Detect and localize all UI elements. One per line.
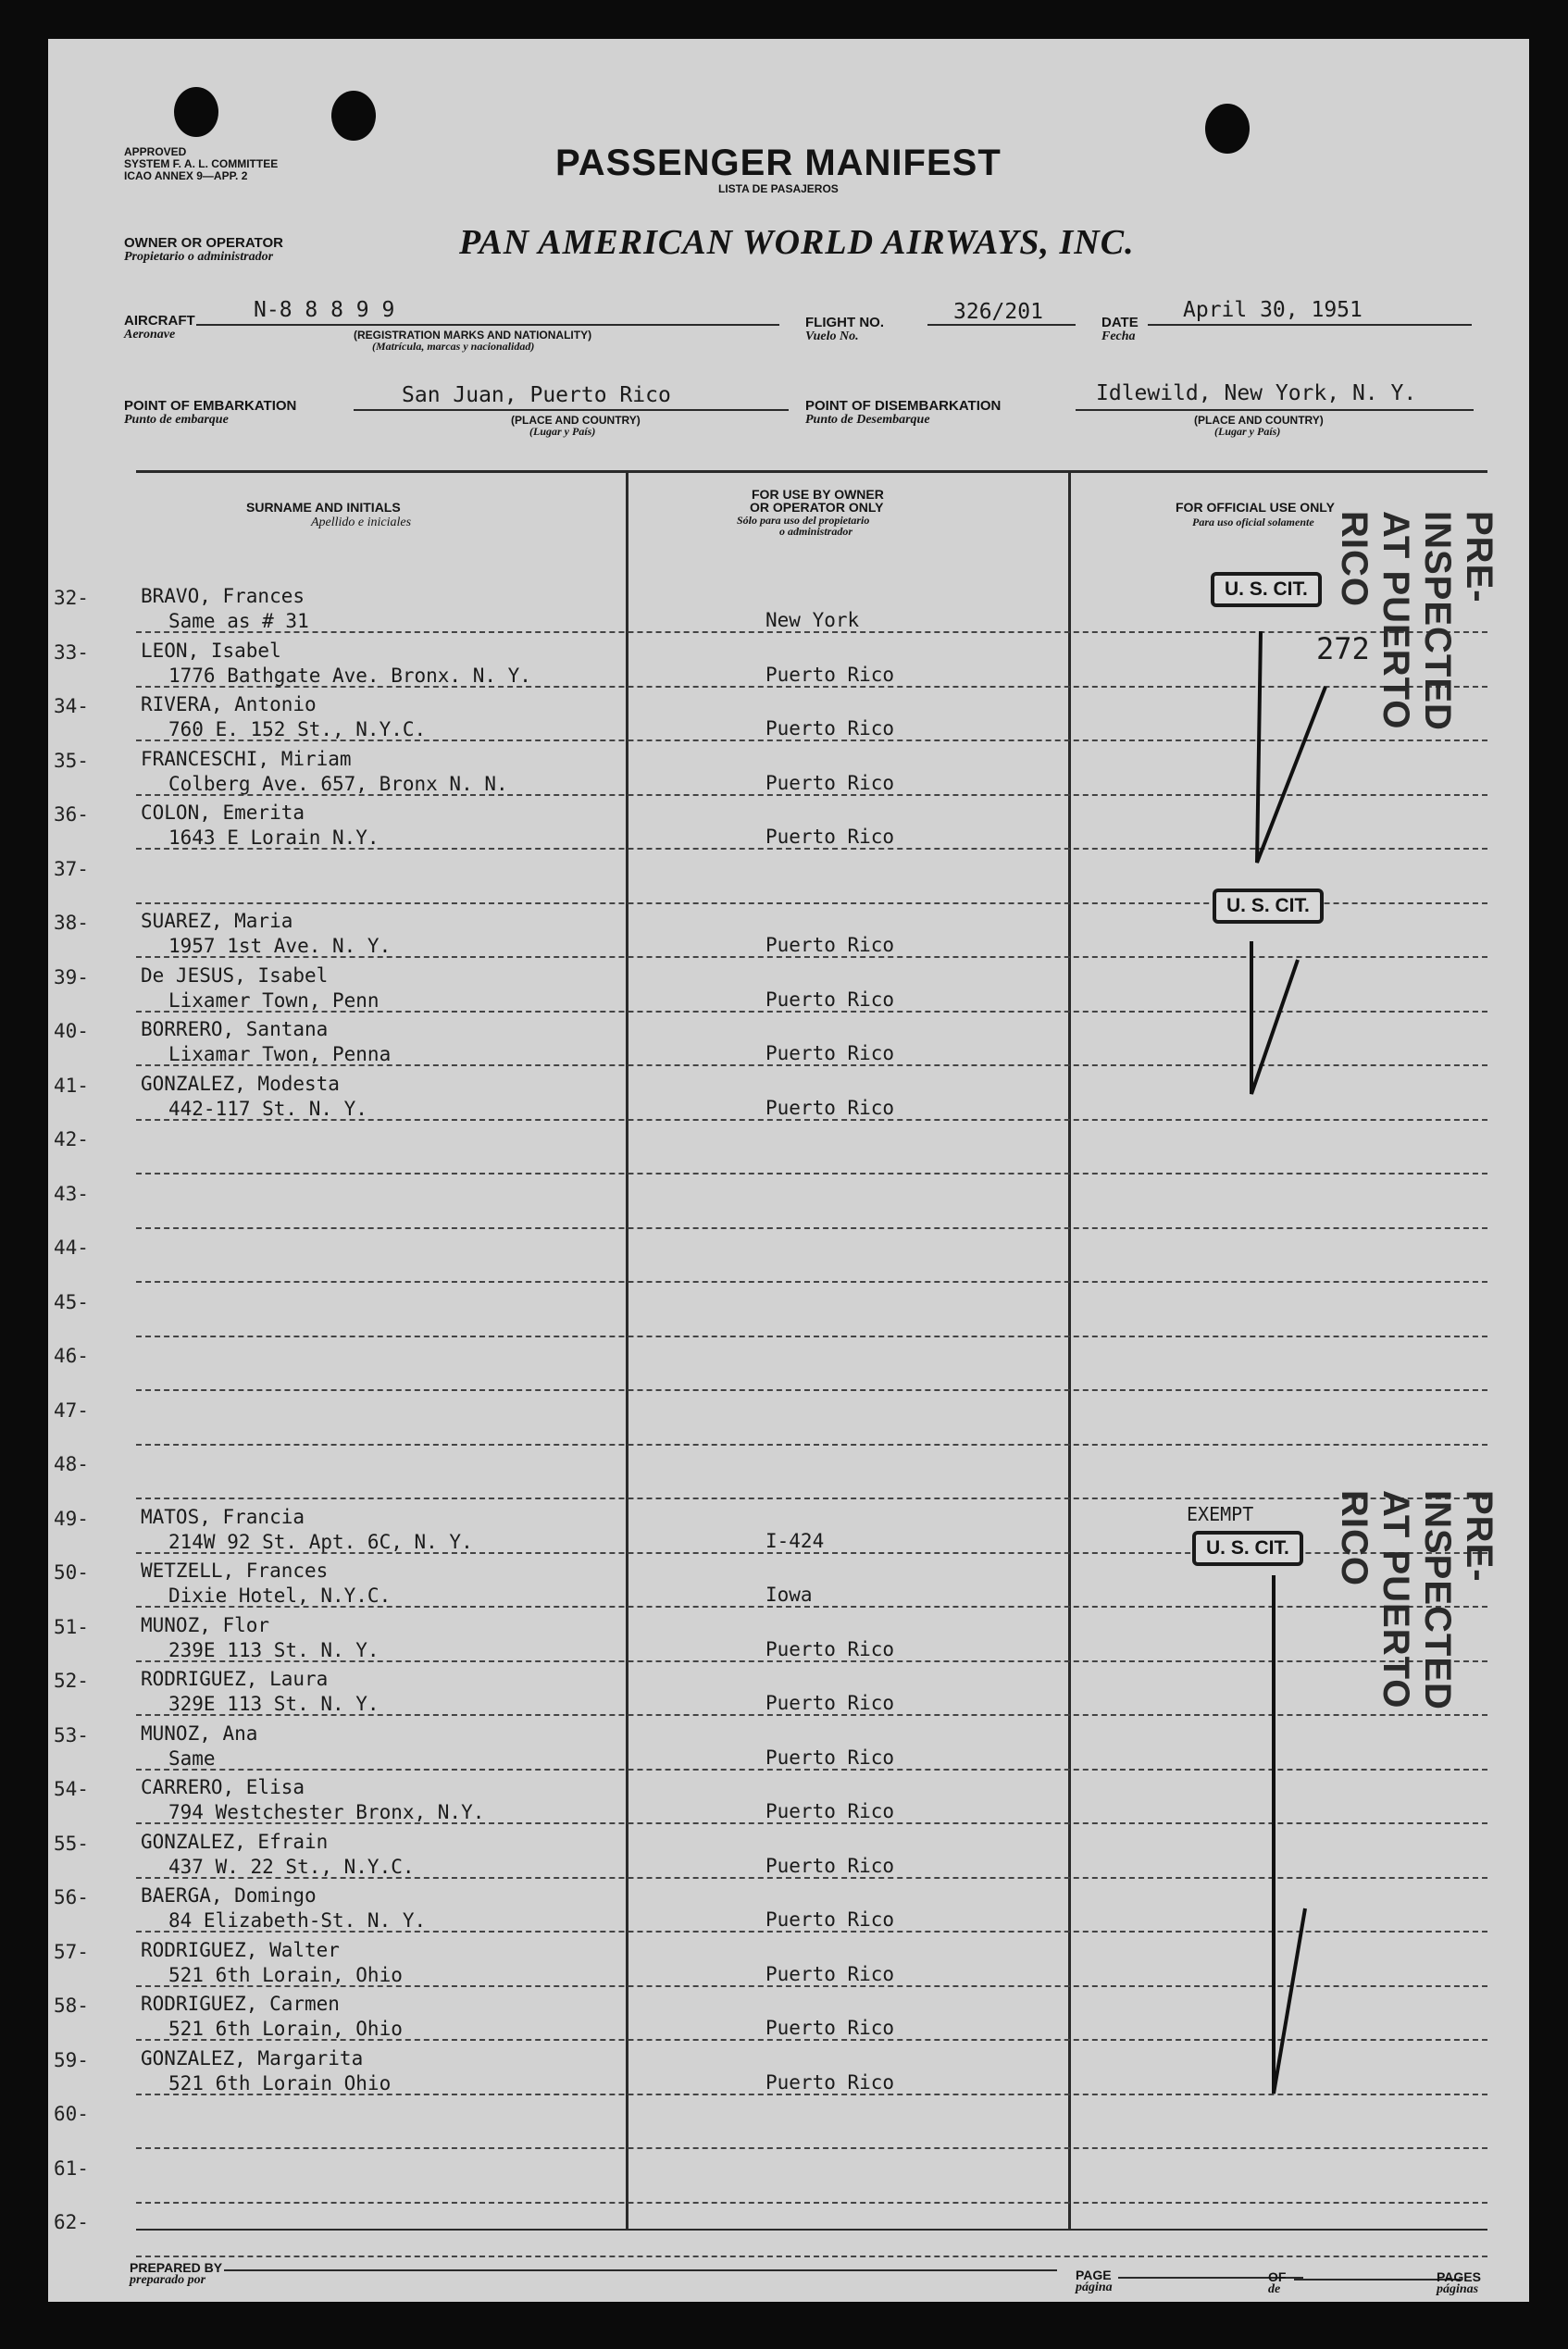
aircraft-sub-es: (Matrícula, marcas y nacionalidad) (372, 340, 535, 353)
passenger-name: COLON, Emerita (141, 802, 305, 824)
column-header-surname: SURNAME AND INITIALS (246, 500, 401, 515)
row-number: 56- (54, 1886, 89, 1908)
page-title-es: LISTA DE PASAJEROS (718, 182, 839, 195)
aircraft-value: N-8 8 8 9 9 (254, 298, 395, 322)
row-number: 50- (54, 1561, 89, 1584)
prepared-by-label: PREPARED BY (130, 2260, 223, 2275)
check-mark (1274, 1575, 1305, 2094)
passenger-destination: Puerto Rico (765, 988, 895, 1011)
row-number: 39- (54, 966, 89, 988)
passenger-name: CARRERO, Elisa (141, 1776, 305, 1798)
embark-underline (354, 409, 789, 411)
embark-value: San Juan, Puerto Rico (402, 383, 671, 407)
aircraft-sub: (REGISTRATION MARKS AND NATIONALITY) (354, 329, 592, 342)
row-number: 59- (54, 2049, 89, 2071)
row-number: 45- (54, 1291, 89, 1313)
passenger-address: 794 Westchester Bronx, N.Y. (168, 1801, 485, 1823)
passenger-address: 521 6th Lorain Ohio (168, 2072, 392, 2094)
flight-underline (927, 324, 1076, 326)
row-number: 53- (54, 1724, 89, 1746)
row-number: 47- (54, 1399, 89, 1422)
embark-label: POINT OF EMBARKATION (124, 398, 297, 414)
passenger-name: LEON, Isabel (141, 640, 281, 662)
of-label-es: de (1268, 2282, 1281, 2296)
passenger-name: SUAREZ, Maria (141, 910, 293, 932)
passenger-destination: Puerto Rico (765, 2071, 895, 2094)
approval-line: SYSTEM F. A. L. COMMITTEE (124, 157, 279, 170)
row-number: 49- (54, 1508, 89, 1530)
passenger-name: RIVERA, Antonio (141, 693, 317, 715)
passenger-destination: Puerto Rico (765, 2017, 895, 2039)
passenger-name: FRANCESCHI, Miriam (141, 748, 352, 770)
passenger-name: MUNOZ, Flor (141, 1614, 270, 1636)
passenger-address: 214W 92 St. Apt. 6C, N. Y. (168, 1531, 473, 1553)
passenger-name: BRAVO, Frances (141, 585, 305, 607)
row-number: 34- (54, 695, 89, 717)
row-number: 41- (54, 1075, 89, 1097)
row-number: 43- (54, 1183, 89, 1205)
disembark-value: Idlewild, New York, N. Y. (1096, 381, 1417, 405)
passenger-address: Dixie Hotel, N.Y.C. (168, 1585, 392, 1607)
row-divider (136, 2202, 1487, 2204)
passenger-name: MUNOZ, Ana (141, 1722, 258, 1745)
passenger-destination: Puerto Rico (765, 1638, 895, 1660)
column-header-official: FOR OFFICIAL USE ONLY (1176, 500, 1335, 515)
passenger-address: 521 6th Lorain, Ohio (168, 2018, 403, 2040)
pages-label: PAGES (1437, 2269, 1481, 2284)
date-label: DATE (1101, 315, 1139, 330)
us-citizen-stamp: U. S. CIT. (1211, 572, 1322, 607)
column-header-operator-es-2: o administrador (779, 525, 853, 538)
passenger-destination: Puerto Rico (765, 1042, 895, 1064)
page-title: PASSENGER MANIFEST (555, 143, 1002, 183)
disembark-underline (1076, 409, 1474, 411)
passenger-address: 329E 113 St. N. Y. (168, 1693, 380, 1715)
manifest-sheet (48, 39, 1529, 2302)
punch-hole-center (331, 91, 376, 141)
row-number: 48- (54, 1453, 89, 1475)
passenger-destination: New York (765, 609, 860, 631)
table-top-rule (136, 470, 1487, 473)
row-number: 33- (54, 641, 89, 664)
pre-inspected-stamp: PRE-INSPECTED AT PUERTO RICO (1334, 1490, 1500, 1710)
disembark-label-es: Punto de Desembarque (805, 413, 930, 427)
punch-hole-right (1205, 104, 1250, 154)
column-header-operator-2: OR OPERATOR ONLY (750, 500, 884, 515)
passenger-address: 84 Elizabeth-St. N. Y. (168, 1909, 427, 1932)
passenger-name: RODRIGUEZ, Laura (141, 1668, 329, 1690)
row-number: 57- (54, 1941, 89, 1963)
passenger-address: 442-117 St. N. Y. (168, 1098, 367, 1120)
passenger-address: 437 W. 22 St., N.Y.C. (168, 1856, 415, 1878)
row-number: 44- (54, 1237, 89, 1259)
flight-label: FLIGHT NO. (805, 315, 884, 330)
passenger-address: Same as # 31 (168, 610, 309, 632)
passenger-address: 1957 1st Ave. N. Y. (168, 935, 392, 957)
passenger-name: RODRIGUEZ, Walter (141, 1939, 340, 1961)
page-label-es: página (1076, 2281, 1113, 2294)
check-mark (1257, 631, 1325, 863)
row-number: 36- (54, 803, 89, 826)
row-number: 61- (54, 2157, 89, 2180)
prepared-by-label-es: preparado por (130, 2273, 206, 2287)
row-number: 40- (54, 1020, 89, 1042)
passenger-destination: Puerto Rico (765, 1097, 895, 1119)
row-number: 58- (54, 1995, 89, 2017)
row-number: 60- (54, 2103, 89, 2125)
row-number: 38- (54, 912, 89, 934)
prepared-by-line (224, 2269, 1057, 2271)
owner-label-es: Propietario o administrador (124, 250, 274, 264)
row-number: 55- (54, 1833, 89, 1855)
passenger-address: Lixamar Twon, Penna (168, 1043, 392, 1065)
page-label: PAGE (1076, 2268, 1112, 2282)
passenger-destination: Puerto Rico (765, 1908, 895, 1931)
column-header-surname-es: Apellido e iniciales (311, 516, 412, 529)
aircraft-underline (196, 324, 779, 326)
of-label: OF (1268, 2269, 1287, 2284)
aircraft-label: AIRCRAFT (124, 313, 195, 329)
embark-sub-es: (Lugar y País) (529, 425, 596, 438)
passenger-destination: Iowa (765, 1584, 813, 1606)
approval-block (124, 146, 278, 182)
passenger-address: Colberg Ave. 657, Bronx N. N. (168, 773, 508, 795)
owner-label: OWNER OR OPERATOR (124, 235, 283, 251)
passenger-name: WETZELL, Frances (141, 1560, 329, 1582)
passenger-name: GONZALEZ, Modesta (141, 1073, 340, 1095)
disembark-label: POINT OF DISEMBARKATION (805, 398, 1002, 414)
passenger-name: BORRERO, Santana (141, 1018, 329, 1040)
column-header-operator: FOR USE BY OWNER (752, 487, 884, 502)
check-mark (1251, 941, 1298, 1094)
pages-label-es: páginas (1437, 2282, 1479, 2296)
passenger-destination: Puerto Rico (765, 934, 895, 956)
column-header-operator-es: Sólo para uso del propietario (737, 514, 870, 527)
date-label-es: Fecha (1101, 329, 1136, 343)
passenger-address: Lixamer Town, Penn (168, 989, 380, 1012)
passenger-address: 760 E. 152 St., N.Y.C. (168, 718, 427, 740)
passenger-name: MATOS, Francia (141, 1506, 305, 1528)
column-divider-2 (1068, 472, 1071, 2229)
column-header-official-es: Para uso oficial solamente (1192, 516, 1314, 528)
date-underline (1148, 324, 1472, 326)
disembark-sub-es: (Lugar y País) (1214, 425, 1281, 438)
passenger-address: 239E 113 St. N. Y. (168, 1639, 380, 1661)
flight-label-es: Vuelo No. (805, 329, 859, 343)
passenger-destination: Puerto Rico (765, 664, 895, 686)
passenger-address: Same (168, 1747, 216, 1770)
row-number: 46- (54, 1345, 89, 1367)
table-bottom-rule (136, 2229, 1487, 2231)
passenger-destination: I-424 (765, 1530, 825, 1552)
embark-sub: (PLACE AND COUNTRY) (511, 414, 641, 427)
passenger-name: De JESUS, Isabel (141, 964, 329, 987)
row-number: 35- (54, 750, 89, 772)
us-citizen-stamp: U. S. CIT. (1213, 889, 1324, 924)
flight-value: 326/201 (953, 300, 1043, 324)
row-number: 42- (54, 1128, 89, 1150)
passenger-destination: Puerto Rico (765, 1963, 895, 1985)
embark-label-es: Punto de embarque (124, 413, 229, 427)
date-value: April 30, 1951 (1183, 298, 1363, 322)
passenger-destination: Puerto Rico (765, 717, 895, 740)
passenger-destination: Puerto Rico (765, 1692, 895, 1714)
passenger-name: BAERGA, Domingo (141, 1884, 317, 1907)
count-note: 272 (1316, 631, 1370, 666)
us-citizen-stamp: U. S. CIT. (1192, 1531, 1303, 1566)
check-marks (1196, 613, 1381, 2112)
row-number: 51- (54, 1616, 89, 1638)
approval-line: ICAO ANNEX 9—APP. 2 (124, 169, 248, 182)
punch-hole-left (174, 87, 218, 137)
passenger-destination: Puerto Rico (765, 826, 895, 848)
column-divider-1 (626, 472, 628, 2229)
passenger-destination: Puerto Rico (765, 1855, 895, 1877)
row-number: 32- (54, 587, 89, 609)
owner-name: PAN AMERICAN WORLD AIRWAYS, INC. (459, 223, 1135, 262)
approval-line: APPROVED (124, 145, 187, 158)
passenger-address: 1776 Bathgate Ave. Bronx. N. Y. (168, 665, 531, 687)
passenger-name: RODRIGUEZ, Carmen (141, 1993, 340, 2015)
of-line (1294, 2279, 1461, 2281)
passenger-name: GONZALEZ, Margarita (141, 2047, 364, 2069)
aircraft-label-es: Aeronave (124, 328, 176, 342)
passenger-name: GONZALEZ, Efrain (141, 1831, 329, 1853)
row-number: 37- (54, 858, 89, 880)
row-divider (136, 2147, 1487, 2149)
row-number: 52- (54, 1670, 89, 1692)
disembark-sub: (PLACE AND COUNTRY) (1194, 414, 1324, 427)
exempt-note: EXEMPT (1187, 1503, 1254, 1525)
passenger-address: 521 6th Lorain, Ohio (168, 1964, 403, 1986)
passenger-destination: Puerto Rico (765, 772, 895, 794)
pre-inspected-stamp: PRE-INSPECTED AT PUERTO RICO (1334, 511, 1500, 731)
row-number: 54- (54, 1778, 89, 1800)
passenger-address: 1643 E Lorain N.Y. (168, 826, 380, 849)
row-number: 62- (54, 2211, 89, 2233)
row-divider (136, 2256, 1487, 2257)
passenger-destination: Puerto Rico (765, 1746, 895, 1769)
passenger-destination: Puerto Rico (765, 1800, 895, 1822)
